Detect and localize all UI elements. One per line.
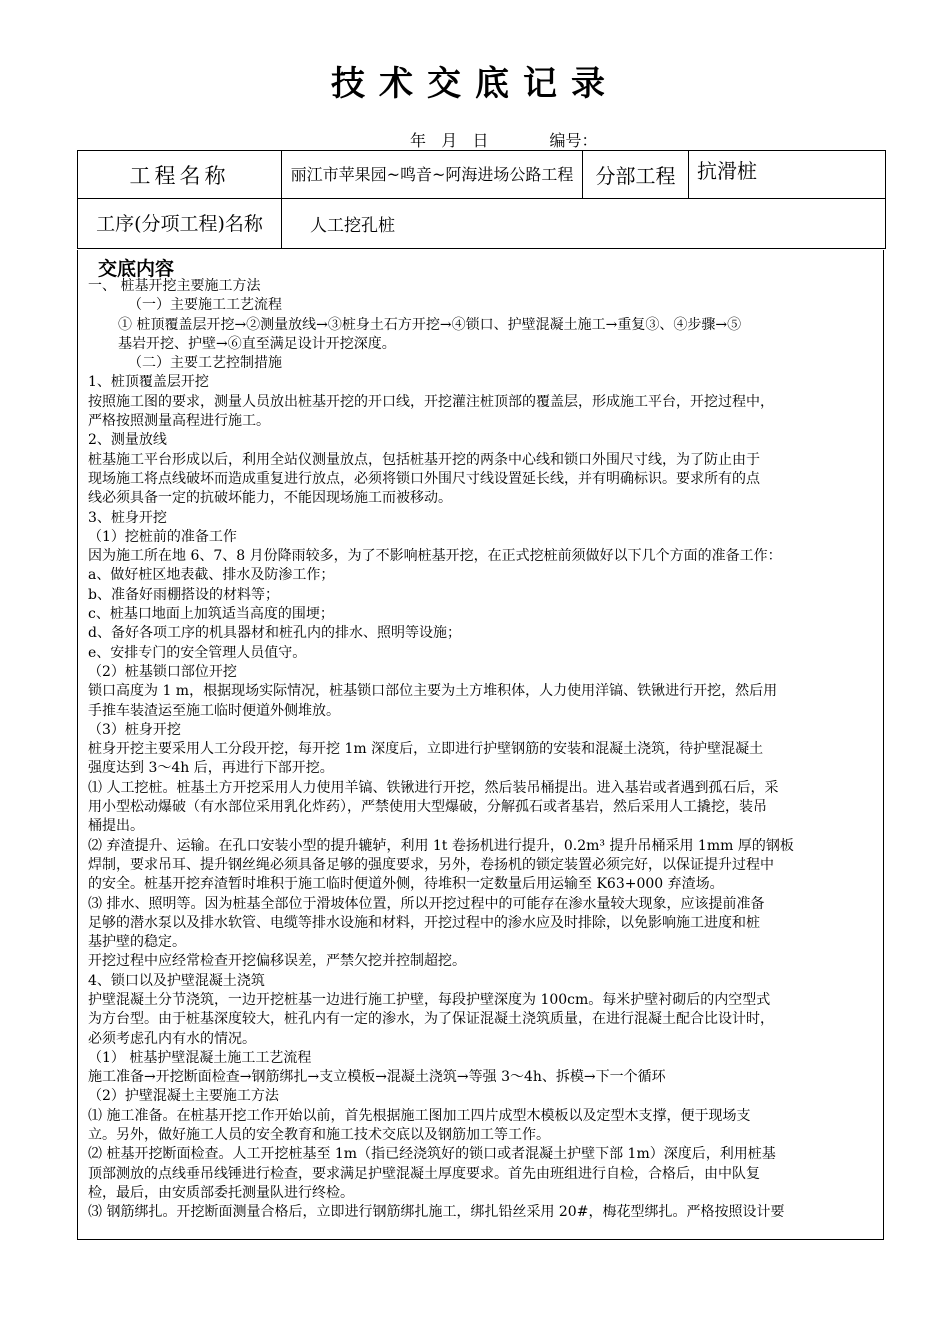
content-line: ⑴ 人工挖桩。桩基土方开挖采用人力使用羊镐、铁锹进行开挖，然后装吊桶提出。进入基岩或者遇到孤石后，采 <box>88 779 779 796</box>
content-line: 开挖过程中应经常检查开挖偏移误差，严禁欠挖并控制超挖。 <box>88 953 466 970</box>
content-line: 一、 桩基开挖主要施工方法 <box>88 278 261 294</box>
content-line: （1） 桩基护壁混凝土施工工艺流程 <box>88 1049 312 1066</box>
division-label: 分部工程 <box>583 151 689 199</box>
content-line: 用小型松动爆破（有水部位采用乳化炸药），严禁使用大型爆破，分解孤石或者基岩，然后采用人工撬挖，装吊 <box>88 799 767 816</box>
content-line: 桩身开挖主要采用人工分段开挖，每开挖 1m 深度后，立即进行护壁钢筋的安装和混凝土浇筑，待护壁混凝土 <box>88 741 764 758</box>
content-line: 线必须具备一定的抗破坏能力，不能因现场施工而被移动。 <box>88 490 452 507</box>
content-line: 护壁混凝土分节浇筑，一边开挖桩基一边进行施工护壁，每段护壁深度为 100cm。每米护壁衬砌后的内空型式 <box>88 991 771 1008</box>
content-line: 施工准备→开挖断面检查→钢筋绑扎→支立模板→混凝土浇筑→等强 3～4h、拆模→下一个循环 <box>88 1069 666 1086</box>
content-line: 立。另外，做好施工人员的安全教育和施工技术交底以及钢筋加工等工作。 <box>88 1127 550 1144</box>
document-title: 技术交底记录 <box>331 64 619 104</box>
content-line: 因为施工所在地 6、7、8 月份降雨较多，为了不影响桩基开挖，在正式挖桩前须做好以下几个方面的准备工作： <box>88 548 782 565</box>
content-line: 基岩开挖、护壁→⑥直至满足设计开挖深度。 <box>118 335 396 352</box>
project-name-value: 丽江市苹果园~鸣音~阿海进场公路工程 <box>282 151 583 199</box>
content-line: 焊制，要求吊耳、提升钢丝绳必须具备足够的强度要求，另外，卷扬机的锁定装置必须完好，以保证提升过程中 <box>88 856 774 873</box>
content-line: 手推车装渣运至施工临时便道外侧堆放。 <box>88 702 340 719</box>
header-table <box>77 150 886 249</box>
content-line: b、准备好雨棚搭设的材料等； <box>88 586 279 603</box>
content-line: （二）主要工艺控制措施 <box>128 355 282 372</box>
content-line: （3）桩身开挖 <box>88 721 181 738</box>
content-heading: 交底内容 <box>98 258 175 280</box>
content-line: 4、锁口以及护壁混凝土浇筑 <box>88 972 265 989</box>
project-name-label: 工程名称 <box>78 151 282 199</box>
content-line: ⑶ 排水、照明等。因为桩基全部位于滑坡体位置，所以开挖过程中的可能存在渗水量较大现象，应该提前准备 <box>88 895 765 912</box>
date-number-line: 年 月 日 编号： <box>410 131 598 150</box>
content-line: 桩基施工平台形成以后，利用全站仪测量放点，包括桩基开挖的两条中心线和锁口外围尺寸线，为了防止由于 <box>88 451 760 468</box>
content-line: 2、测量放线 <box>88 432 167 449</box>
content-line: 桶提出。 <box>88 818 144 835</box>
content-line: 锁口高度为 1 m，根据现场实际情况，桩基锁口部位主要为土方堆积体，人力使用洋镐、铁锹进行开挖，然后用 <box>88 683 778 700</box>
process-label: 工序(分项工程)名称 <box>78 199 282 249</box>
content-line: ⑶ 钢筋绑扎。开挖断面测量合格后，立即进行钢筋绑扎施工，绑扎铅丝采用 20#，梅花型绑扎。严格按照设计要 <box>88 1204 785 1221</box>
process-value: 人工挖孔桩 <box>282 199 886 249</box>
content-line: a、做好桩区地表截、排水及防渗工作； <box>88 567 335 584</box>
content-line: ⑵ 弃渣提升、运输。在孔口安装小型的提升辘轳，利用 1t 卷扬机进行提升，0.2m³ 提升吊桶采用 1mm 厚的钢板 <box>88 837 794 854</box>
content-line: 足够的潜水泵以及排水软管、电缆等排水设施和材料，开挖过程中的渗水应及时排除，以免影响施工进度和桩 <box>88 914 760 931</box>
content-line: 检，最后，由安质部委托测量队进行终检。 <box>88 1184 354 1201</box>
content-line: 基护壁的稳定。 <box>88 934 186 951</box>
content-line: 为方台型。由于桩基深度较大，桩孔内有一定的渗水，为了保证混凝土浇筑质量，在进行混凝土配合比设计时， <box>88 1011 774 1028</box>
content-line: e、安排专门的安全管理人员值守。 <box>88 644 307 661</box>
content-line: 严格按照测量高程进行施工。 <box>88 413 270 430</box>
content-line: （一）主要施工工艺流程 <box>128 297 282 314</box>
division-value: 抗滑桩 <box>689 151 886 199</box>
content-line: （2）桩基锁口部位开挖 <box>88 663 237 680</box>
content-line: 现场施工将点线破坏而造成重复进行放点，必须将锁口外围尺寸线设置延长线，并有明确标识。要求所有的点 <box>88 470 760 487</box>
content-line: 顶部测放的点线垂吊线锤进行检查，要求满足护壁混凝土厚度要求。首先由班组进行自检，合格后，由中队复 <box>88 1165 760 1182</box>
content-line: 的安全。桩基开挖弃渣暂时堆积于施工临时便道外侧，待堆积一定数量后用运输至 K63+000 弃渣场。 <box>88 876 724 893</box>
content-line: 3、桩身开挖 <box>88 509 167 526</box>
content-line: 必须考虑孔内有水的情况。 <box>88 1030 256 1047</box>
content-line: （1）挖桩前的准备工作 <box>88 528 237 545</box>
content-box <box>77 250 884 1240</box>
content-line: （2）护壁混凝土主要施工方法 <box>88 1088 279 1105</box>
content-line: ⑵ 桩基开挖断面检查。人工开挖桩基至 1m（指已经浇筑好的锁口或者混凝土护壁下部 1m）深度后，利用桩基 <box>88 1146 776 1163</box>
content-line: 按照施工图的要求，测量人员放出桩基开挖的开口线，开挖灌注桩顶部的覆盖层，形成施工平台，开挖过程中， <box>88 393 774 410</box>
content-line: ① 桩顶覆盖层开挖→②测量放线→③桩身土石方开挖→④锁口、护壁混凝土施工→重复③、④步骤→⑤ <box>118 316 742 333</box>
content-line: 1、桩顶覆盖层开挖 <box>88 374 209 391</box>
content-line: ⑴ 施工准备。在桩基开挖工作开始以前，首先根据施工图加工四片成型木模板以及定型木支撑，便于现场支 <box>88 1107 751 1124</box>
content-lines <box>88 277 880 1223</box>
content-line: c、桩基口地面上加筑适当高度的围埂； <box>88 606 334 623</box>
content-line: d、备好各项工序的机具器材和桩孔内的排水、照明等设施； <box>88 625 461 642</box>
content-line: 强度达到 3～4h 后，再进行下部开挖。 <box>88 760 334 777</box>
